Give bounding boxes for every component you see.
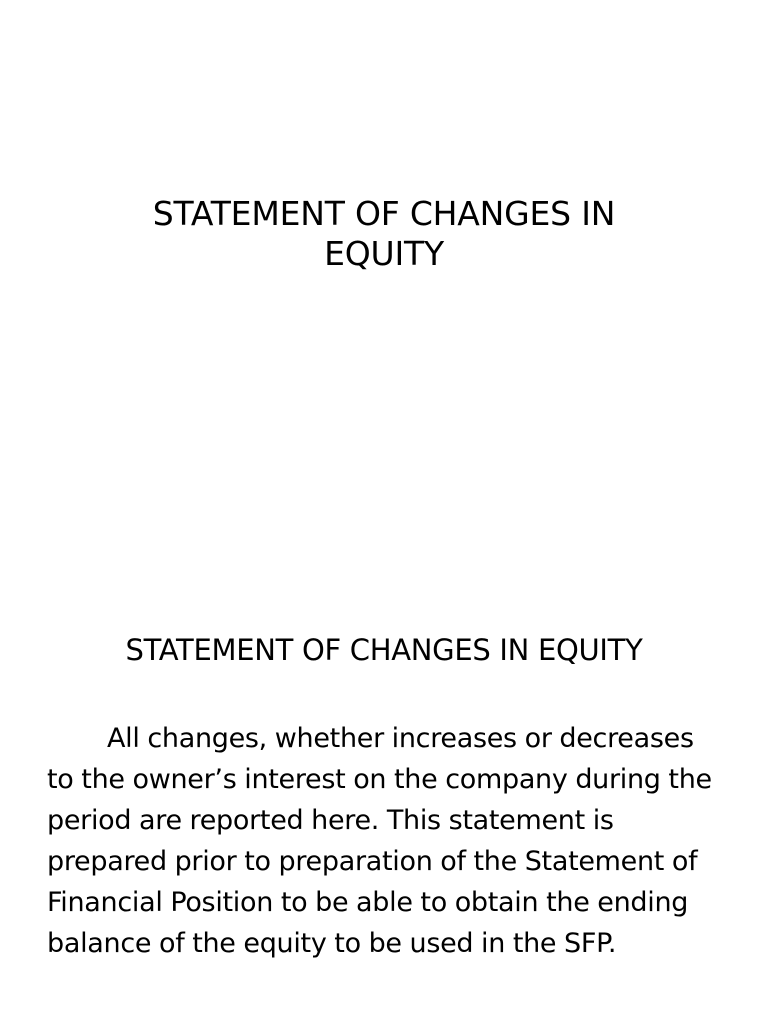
- body-paragraph: All changes, whether increases or decreases to the owner’s interest on the company during the period are reported here. This statement is prepared prior to preparation of the Statement of Financial Position to be able to obtain the ending balance of the equity to be used in the SFP.: [47, 723, 712, 959]
- content-slide: [0, 576, 768, 1024]
- slide-heading: STATEMENT OF CHANGES IN EQUITY: [125, 633, 643, 667]
- slide-title: [60, 194, 708, 274]
- title-line-2: EQUITY: [324, 234, 444, 273]
- title-line-1: STATEMENT OF CHANGES IN: [152, 194, 616, 233]
